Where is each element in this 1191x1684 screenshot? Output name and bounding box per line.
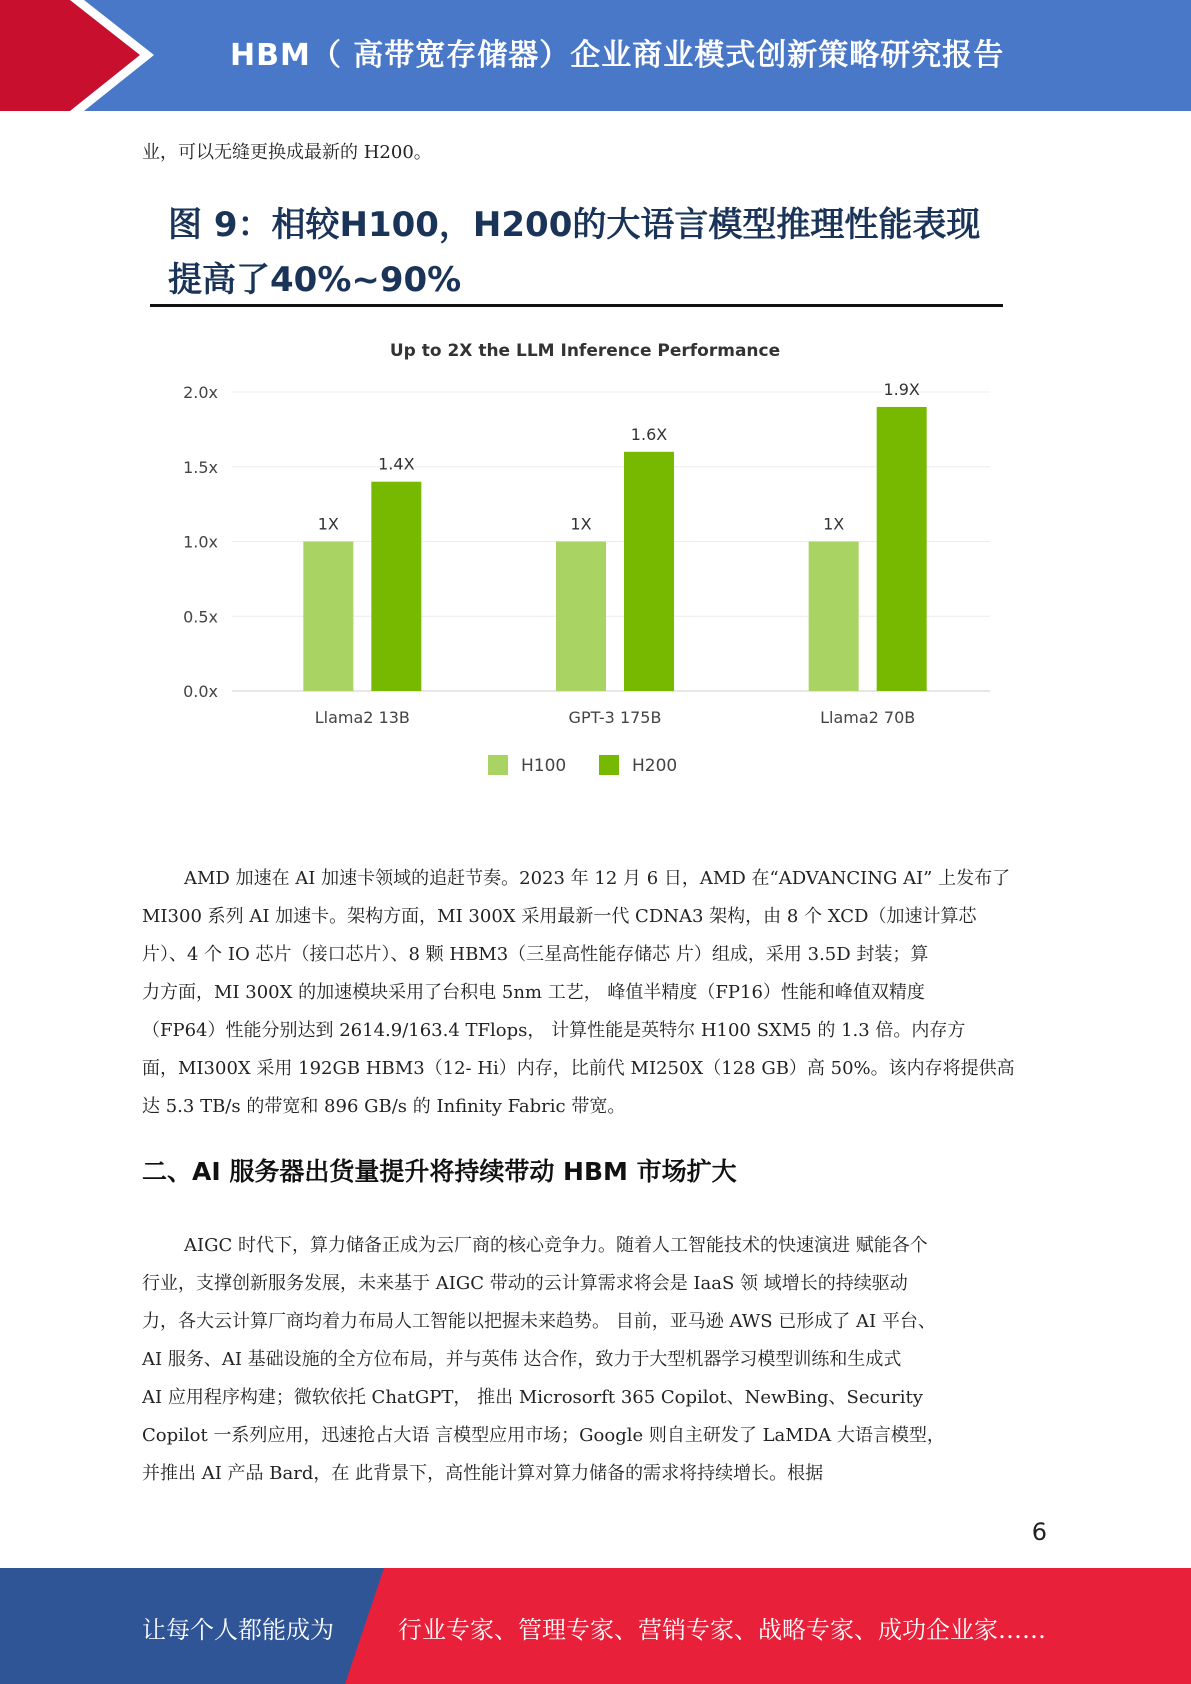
figure-caption-line1: 图 9：相较H100，H200的大语言模型推理性能表现 (168, 205, 981, 245)
y-tick-label: 2.0x (183, 383, 218, 402)
paragraph-line: 面，MI300X 采用 192GB HBM3（12- Hi）内存，比前代 MI250X（128 GB）高 50%。该内存将提供高 (142, 1058, 1015, 1079)
y-tick-label: 0.5x (183, 607, 218, 627)
paragraph-line: 片）、4 个 IO 芯片（接口芯片）、8 颗 HBM3（三星高性能存储芯 片）组成，采用 3.5D 封装；算 (142, 944, 929, 965)
legend-label: H200 (632, 756, 678, 776)
footer-slogan-left: 让每个人都能成为 (142, 1616, 334, 1644)
report-title: HBM（ 高带宽存储器）企业商业模式创新策略研究报告 (230, 38, 1005, 73)
paragraph-line: （FP64）性能分别达到 2614.9/163.4 TFlops， 计算性能是英特尔 H100 SXM5 的 1.3 倍。内存方 (142, 1020, 966, 1041)
figure-caption (168, 198, 1008, 308)
intro-line: 业，可以无缝更换成最新的 H200。 (142, 142, 432, 163)
paragraph-line: 力，各大云计算厂商均着力布局人工智能以把握未来趋势。 目前，亚马逊 AWS 已形成了 AI 平台、 (142, 1311, 936, 1332)
figure-rule (150, 304, 1003, 307)
y-tick-label: 0.0x (183, 682, 218, 701)
legend-label: H100 (521, 756, 567, 776)
bar-value-label: 1.4X (378, 454, 415, 474)
bar-h200 (877, 407, 927, 691)
figure-caption-line2: 提高了40%~90% (168, 260, 462, 300)
bar-h100 (303, 542, 353, 692)
legend-swatch-h200 (599, 755, 619, 775)
paragraph-line: AI 应用程序构建；微软依托 ChatGPT， 推出 Microsorft 365 Copilot、NewBing、Security (142, 1387, 923, 1408)
bar-value-label: 1X (570, 514, 592, 534)
paragraph-amd (142, 860, 1042, 1126)
y-tick-label: 1.0x (183, 532, 218, 552)
section-heading: 二、AI 服务器出货量提升将持续带动 HBM 市场扩大 (142, 1157, 737, 1186)
bar-value-label: 1.6X (630, 424, 668, 444)
footer-bar (0, 1568, 1191, 1684)
legend-swatch-h100 (488, 755, 508, 775)
bar-h100 (809, 542, 859, 692)
bar-chart (150, 330, 1020, 800)
paragraph-line: 力方面，MI 300X 的加速模块采用了台积电 5nm 工艺， 峰值半精度（FP16）性能和峰值双精度 (142, 982, 925, 1003)
y-tick-label: 1.5x (183, 457, 218, 477)
paragraph-line: Copilot 一系列应用，迅速抢占大语 言模型应用市场；Google 则自主研发了 LaMDA 大语言模型， (142, 1425, 945, 1446)
header-red-chevron (0, 0, 160, 111)
bar-value-label: 1.9X (883, 379, 920, 399)
chart-title: Up to 2X the LLM Inference Performance (389, 341, 781, 361)
bar-value-label: 1X (317, 514, 339, 534)
paragraph-line: AMD 加速在 AI 加速卡领域的追赶节奏。2023 年 12 月 6 日，AMD 在“ADVANCING AI” 上发布了 (184, 868, 1011, 889)
bar-h200 (371, 482, 421, 691)
header-bar (0, 0, 1191, 111)
paragraph-line: AIGC 时代下，算力储备正成为云厂商的核心竞争力。随着人工智能技术的快速演进 赋能各个 (184, 1235, 928, 1256)
bar-h200 (624, 452, 674, 691)
bar-value-label: 1X (823, 514, 845, 534)
paragraph-line: AI 服务、AI 基础设施的全方位布局，并与英伟 达合作，致力于大型机器学习模型训练和生成式 (142, 1349, 902, 1370)
x-tick-label: Llama2 70B (820, 708, 916, 727)
footer-slogan-right: 行业专家、管理专家、营销专家、战略专家、成功企业家…… (398, 1616, 1046, 1644)
page-number: 6 (1031, 1518, 1047, 1546)
paragraph-line: 行业，支撑创新服务发展，未来基于 AIGC 带动的云计算需求将会是 IaaS 领 域增长的持续驱动 (142, 1273, 908, 1294)
paragraph-aigc (142, 1227, 1042, 1493)
x-tick-label: GPT-3 175B (568, 708, 662, 727)
paragraph-line: 达 5.3 TB/s 的带宽和 896 GB/s 的 Infinity Fabric 带宽。 (142, 1096, 626, 1117)
x-tick-label: Llama2 13B (314, 708, 410, 727)
bar-h100 (556, 542, 606, 692)
paragraph-line: MI300 系列 AI 加速卡。架构方面，MI 300X 采用最新一代 CDNA3 架构，由 8 个 XCD（加速计算芯 (142, 906, 977, 927)
paragraph-line: 并推出 AI 产品 Bard，在 此背景下，高性能计算对算力储备的需求将持续增长。根据 (142, 1463, 824, 1484)
